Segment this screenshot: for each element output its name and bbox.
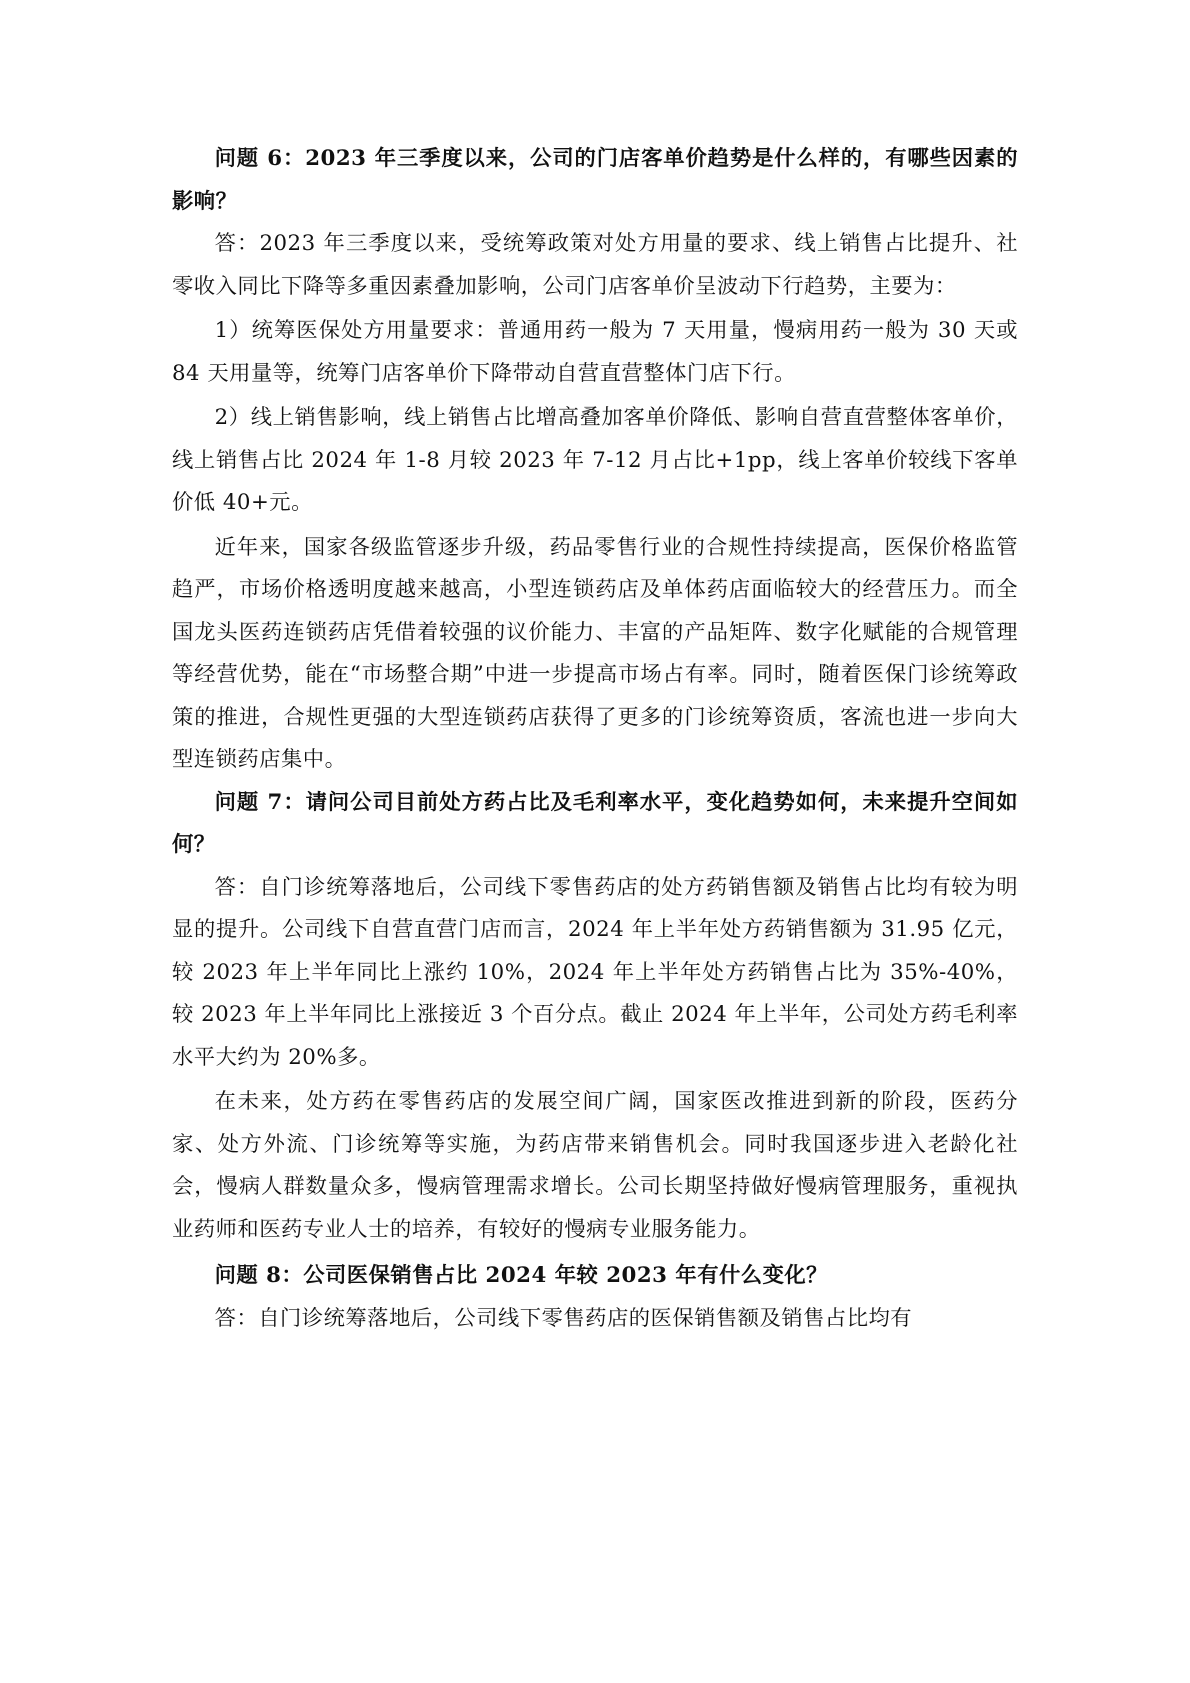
question-7-answer: 答：自门诊统筹落地后，公司线下零售药店的处方药销售额及销售占比均有较为明显的提升。公司线下自营直营门店而言，2024 年上半年处方药销售额为 31.95 亿元，较 2023 年上半年同比上涨约 10%，2024 年上半年处方药销售占比为 35%-40%，较 2023 年上半年同比上涨接近 3 个百分点。截止 2024 年上半年，公司处方药毛利率水平大约为 20%多。: [172, 874, 1018, 1070]
question-6-point-2: 2）线上销售影响，线上销售占比增高叠加客单价降低、影响自营直营整体客单价，线上销售占比 2024 年 1-8 月较 2023 年 7-12 月占比+1pp，线上客单价较线下客单价低 40+元。: [172, 405, 1018, 515]
question-8-answer: 答：自门诊统筹落地后，公司线下零售药店的医保销售额及销售占比均有: [214, 1305, 913, 1331]
document-body: [172, 138, 1018, 1340]
question-7-outlook-paragraph: 在未来，处方药在零售药店的发展空间广阔，国家医改推进到新的阶段，医药分家、处方外流、门诊统筹等实施，为药店带来销售机会。同时我国逐步进入老龄化社会，慢病人群数量众多，慢病管理需求增长。公司长期坚持做好慢病管理服务，重视执业药师和医药专业人士的培养，有较好的慢病专业服务能力。: [172, 1089, 1018, 1242]
question-6-answer: 答：2023 年三季度以来，受统筹政策对处方用量的要求、线上销售占比提升、社零收入同比下降等多重因素叠加影响，公司门店客单价呈波动下行趋势，主要为：: [172, 231, 1018, 299]
question-6-context-paragraph: 近年来，国家各级监管逐步升级，药品零售行业的合规性持续提高，医保价格监管趋严，市场价格透明度越来越高，小型连锁药店及单体药店面临较大的经营压力。而全国龙头医药连锁药店凭借着较强的议价能力、丰富的产品矩阵、数字化赋能的合规管理等经营优势，能在“市场整合期”中进一步提高市场占有率。同时，随着医保门诊统筹政策的推进，合规性更强的大型连锁药店获得了更多的门诊统筹资质，客流也进一步向大型连锁药店集中。: [172, 534, 1018, 772]
question-6-heading: 问题 6：2023 年三季度以来，公司的门店客单价趋势是什么样的，有哪些因素的影响？: [172, 146, 1018, 214]
question-6-point-1: 1）统筹医保处方用量要求：普通用药一般为 7 天用量，慢病用药一般为 30 天或 84 天用量等，统筹门店客单价下降带动自营直营整体门店下行。: [172, 318, 1018, 386]
question-7-heading: 问题 7：请问公司目前处方药占比及毛利率水平，变化趋势如何，未来提升空间如何？: [172, 789, 1018, 857]
question-8-heading: 问题 8：公司医保销售占比 2024 年较 2023 年有什么变化？: [214, 1263, 828, 1288]
